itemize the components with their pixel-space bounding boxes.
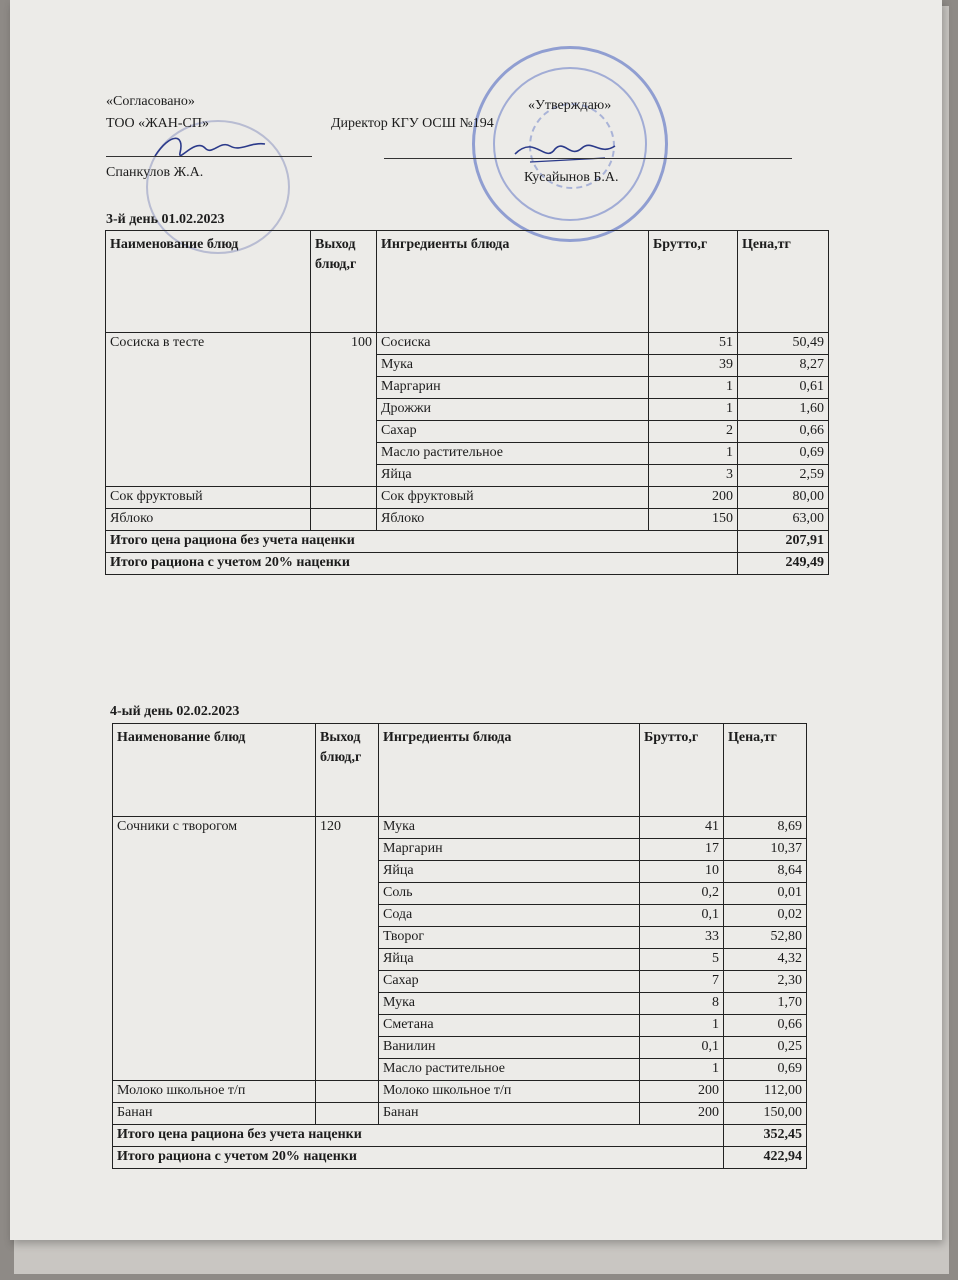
signer-right-name: Кусайынов Б.А. [524, 170, 619, 185]
ingredient-name: Соль [379, 883, 640, 905]
dish-name: Сочники с творогом [113, 817, 316, 1081]
dish-name: Сок фруктовый [106, 487, 311, 509]
ingredient-gross: 0,2 [640, 883, 724, 905]
ingredient-price: 150,00 [724, 1103, 807, 1125]
table-row [113, 1081, 807, 1103]
col-dish-header: Наименование блюд [113, 724, 316, 817]
ingredient-name: Творог [379, 927, 640, 949]
dish-output [311, 487, 377, 509]
ingredient-price: 4,32 [724, 949, 807, 971]
ingredient-name: Масло растительное [377, 443, 649, 465]
ingredient-gross: 200 [649, 487, 738, 509]
ingredient-name: Яйца [379, 949, 640, 971]
ingredient-name: Яйца [377, 465, 649, 487]
ingredient-price: 0,61 [738, 377, 829, 399]
ingredient-price: 2,30 [724, 971, 807, 993]
signer-left-name: Спанкулов Ж.А. [106, 165, 204, 180]
day3-menu-table [105, 230, 829, 575]
signature-line-left [106, 156, 312, 157]
ingredient-price: 0,66 [724, 1015, 807, 1037]
dish-name: Сосиска в тесте [106, 333, 311, 487]
ingredient-gross: 39 [649, 355, 738, 377]
total-markup-value: 422,94 [724, 1147, 807, 1169]
ingredient-gross: 1 [649, 399, 738, 421]
ingredient-price: 52,80 [724, 927, 807, 949]
ingredient-gross: 150 [649, 509, 738, 531]
dish-name: Банан [113, 1103, 316, 1125]
ingredient-gross: 200 [640, 1081, 724, 1103]
col-price-header: Цена,тг [738, 231, 829, 333]
col-price-header: Цена,тг [724, 724, 807, 817]
col-ingredients-header: Ингредиенты блюда [377, 231, 649, 333]
ingredient-name: Сосиска [377, 333, 649, 355]
table-header-row [113, 724, 807, 817]
ingredient-gross: 41 [640, 817, 724, 839]
ingredient-name: Мука [379, 993, 640, 1015]
signature-right [510, 134, 620, 174]
total-label: Итого цена рациона без учета наценки [113, 1125, 724, 1147]
ingredient-name: Маргарин [379, 839, 640, 861]
dish-output: 100 [311, 333, 377, 487]
ingredient-name: Сок фруктовый [377, 487, 649, 509]
total-markup-label: Итого рациона с учетом 20% наценки [106, 553, 738, 575]
table-header-row [106, 231, 829, 333]
day4-title: 4-ый день 02.02.2023 [110, 704, 240, 719]
ingredient-price: 1,60 [738, 399, 829, 421]
ingredient-price: 2,59 [738, 465, 829, 487]
total-value: 207,91 [738, 531, 829, 553]
ingredient-name: Банан [379, 1103, 640, 1125]
ingredient-name: Масло растительное [379, 1059, 640, 1081]
ingredient-gross: 5 [640, 949, 724, 971]
signature-line-right [384, 158, 792, 159]
table-row [106, 487, 829, 509]
col-output-header: Выход блюд,г [311, 231, 377, 333]
ingredient-price: 0,66 [738, 421, 829, 443]
dish-output [316, 1081, 379, 1103]
ingredient-price: 63,00 [738, 509, 829, 531]
director-title: Директор КГУ ОСШ №194 [331, 116, 494, 131]
total-markup-row [113, 1147, 807, 1169]
total-markup-value: 249,49 [738, 553, 829, 575]
total-row [106, 531, 829, 553]
ingredient-price: 80,00 [738, 487, 829, 509]
ingredient-name: Маргарин [377, 377, 649, 399]
total-row [113, 1125, 807, 1147]
col-gross-header: Брутто,г [640, 724, 724, 817]
total-markup-row [106, 553, 829, 575]
ingredient-price: 0,02 [724, 905, 807, 927]
ingredient-name: Мука [377, 355, 649, 377]
table-row [113, 1103, 807, 1125]
ingredient-gross: 51 [649, 333, 738, 355]
ingredient-name: Яйца [379, 861, 640, 883]
col-output-header: Выход блюд,г [316, 724, 379, 817]
dish-name: Яблоко [106, 509, 311, 531]
signature-left [150, 128, 270, 168]
ingredient-price: 0,25 [724, 1037, 807, 1059]
ingredient-gross: 10 [640, 861, 724, 883]
day3-title: 3-й день 01.02.2023 [106, 212, 225, 227]
ingredient-gross: 33 [640, 927, 724, 949]
total-value: 352,45 [724, 1125, 807, 1147]
ingredient-price: 112,00 [724, 1081, 807, 1103]
dish-name: Молоко школьное т/п [113, 1081, 316, 1103]
company-name: ТОО «ЖАН-СП» [106, 116, 209, 131]
ingredient-price: 0,69 [724, 1059, 807, 1081]
ingredient-name: Сахар [377, 421, 649, 443]
ingredient-gross: 1 [640, 1059, 724, 1081]
ingredient-price: 10,37 [724, 839, 807, 861]
ingredient-name: Сахар [379, 971, 640, 993]
ingredient-gross: 0,1 [640, 1037, 724, 1059]
ingredient-name: Мука [379, 817, 640, 839]
dish-output: 120 [316, 817, 379, 1081]
ingredient-price: 0,69 [738, 443, 829, 465]
ingredient-price: 0,01 [724, 883, 807, 905]
ingredient-name: Ванилин [379, 1037, 640, 1059]
ingredient-name: Яблоко [377, 509, 649, 531]
ingredient-gross: 0,1 [640, 905, 724, 927]
col-dish-header: Наименование блюд [106, 231, 311, 333]
ingredient-price: 1,70 [724, 993, 807, 1015]
table-row [106, 509, 829, 531]
ingredient-gross: 1 [649, 377, 738, 399]
ingredient-price: 8,27 [738, 355, 829, 377]
agreed-label: «Согласовано» [106, 94, 195, 109]
ingredient-gross: 2 [649, 421, 738, 443]
ingredient-price: 50,49 [738, 333, 829, 355]
ingredient-name: Дрожжи [377, 399, 649, 421]
ingredient-gross: 1 [649, 443, 738, 465]
col-gross-header: Брутто,г [649, 231, 738, 333]
ingredient-gross: 17 [640, 839, 724, 861]
table-row [106, 333, 829, 355]
total-label: Итого цена рациона без учета наценки [106, 531, 738, 553]
ingredient-gross: 7 [640, 971, 724, 993]
col-ingredients-header: Ингредиенты блюда [379, 724, 640, 817]
dish-output [316, 1103, 379, 1125]
ingredient-gross: 1 [640, 1015, 724, 1037]
ingredient-gross: 8 [640, 993, 724, 1015]
ingredient-gross: 3 [649, 465, 738, 487]
total-markup-label: Итого рациона с учетом 20% наценки [113, 1147, 724, 1169]
ingredient-price: 8,69 [724, 817, 807, 839]
ingredient-name: Сметана [379, 1015, 640, 1037]
dish-output [311, 509, 377, 531]
ingredient-price: 8,64 [724, 861, 807, 883]
approve-label: «Утверждаю» [528, 98, 612, 113]
ingredient-name: Сода [379, 905, 640, 927]
ingredient-gross: 200 [640, 1103, 724, 1125]
day4-menu-table [112, 723, 807, 1169]
table-row [113, 817, 807, 839]
ingredient-name: Молоко школьное т/п [379, 1081, 640, 1103]
